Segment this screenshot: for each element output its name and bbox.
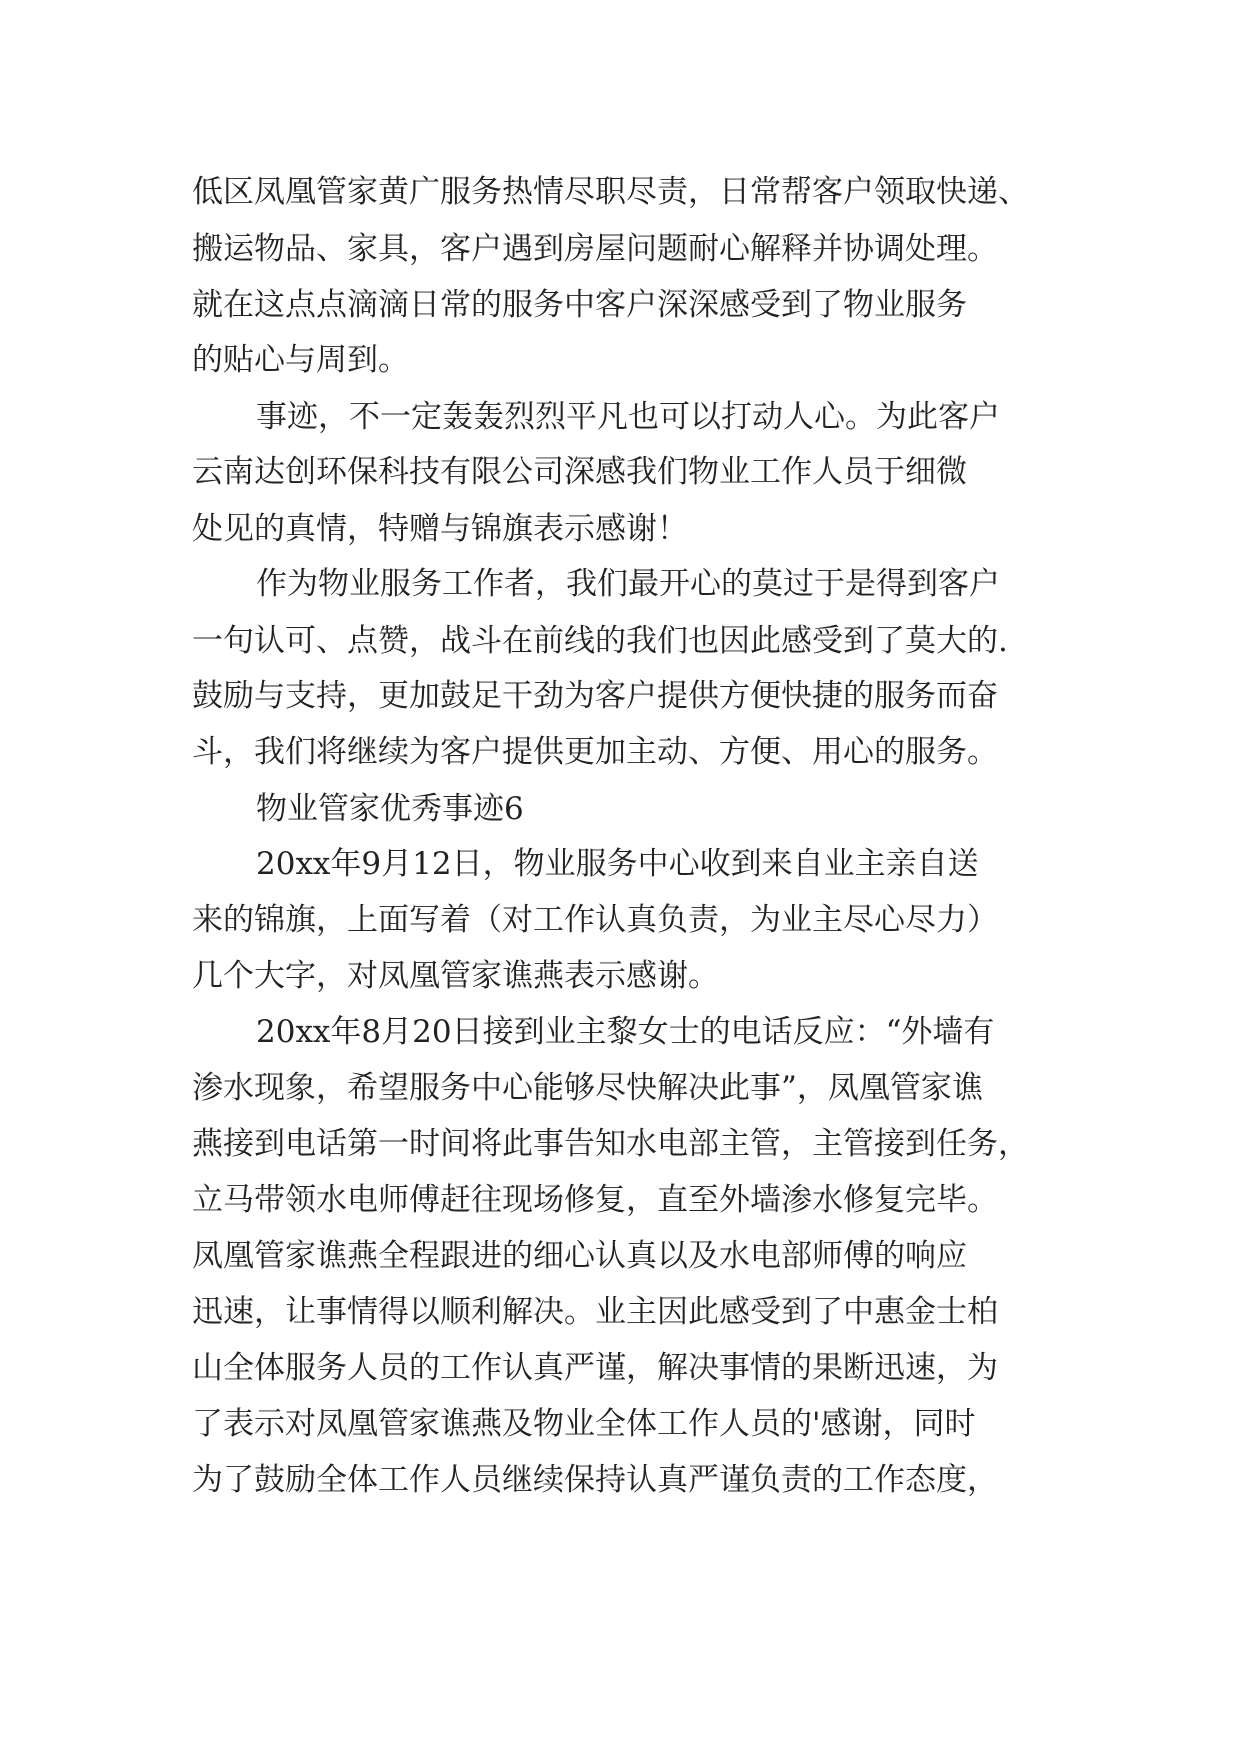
text-line: 了表示对凤凰管家谯燕及物业全体工作人员的'感谢，同时 xyxy=(192,1406,976,1442)
text-line: 一句认可、点赞，战斗在前线的我们也因此感受到了莫大的. xyxy=(192,623,1008,659)
text-line: 云南达创环保科技有限公司深感我们物业工作人员于细微 xyxy=(192,454,967,490)
text-line: 渗水现象，希望服务中心能够尽快解决此事”，凤凰管家谯 xyxy=(192,1070,983,1106)
paragraph-first-line: 事迹，不一定轰轰烈烈平凡也可以打动人心。为此客户 xyxy=(256,399,1000,435)
text-line: 就在这点点滴滴日常的服务中客户深深感受到了物业服务 xyxy=(192,287,967,323)
text-line: 凤凰管家谯燕全程跟进的细心认真以及水电部师傅的响应 xyxy=(192,1238,967,1274)
text-line: 低区凤凰管家黄广服务热情尽职尽责，日常帮客户领取快递、 xyxy=(192,174,1029,210)
text-line: 迅速，让事情得以顺利解决。业主因此感受到了中惠金士柏 xyxy=(192,1294,998,1330)
text-line: 为了鼓励全体工作人员继续保持认真严谨负责的工作态度， xyxy=(192,1462,998,1498)
text-line: 处见的真情，特赠与锦旗表示感谢！ xyxy=(192,511,688,547)
paragraph-first-line: 20xx年9月12日，物业服务中心收到来自业主亲自送 xyxy=(256,846,979,882)
section-heading: 物业管家优秀事迹6 xyxy=(256,791,524,827)
text-line: 搬运物品、家具，客户遇到房屋问题耐心解释并协调处理。 xyxy=(192,231,998,267)
paragraph-first-line: 20xx年8月20日接到业主黎女士的电话反应：“外墙有 xyxy=(256,1014,995,1050)
paragraph-first-line: 作为物业服务工作者，我们最开心的莫过于是得到客户 xyxy=(256,566,1000,602)
text-line: 鼓励与支持，更加鼓足干劲为客户提供方便快捷的服务而奋 xyxy=(192,678,998,714)
text-line: 几个大字，对凤凰管家谯燕表示感谢。 xyxy=(192,958,719,994)
text-line: 立马带领水电师傅赶往现场修复，直至外墙渗水修复完毕。 xyxy=(192,1182,998,1218)
text-line: 的贴心与周到。 xyxy=(192,342,409,378)
text-line: 山全体服务人员的工作认真严谨，解决事情的果断迅速，为 xyxy=(192,1350,998,1386)
text-line: 来的锦旗，上面写着（对工作认真负责，为业主尽心尽力） xyxy=(192,902,998,938)
text-line: 斗，我们将继续为客户提供更加主动、方便、用心的服务。 xyxy=(192,734,998,770)
text-line: 燕接到电话第一时间将此事告知水电部主管，主管接到任务， xyxy=(192,1126,1029,1162)
